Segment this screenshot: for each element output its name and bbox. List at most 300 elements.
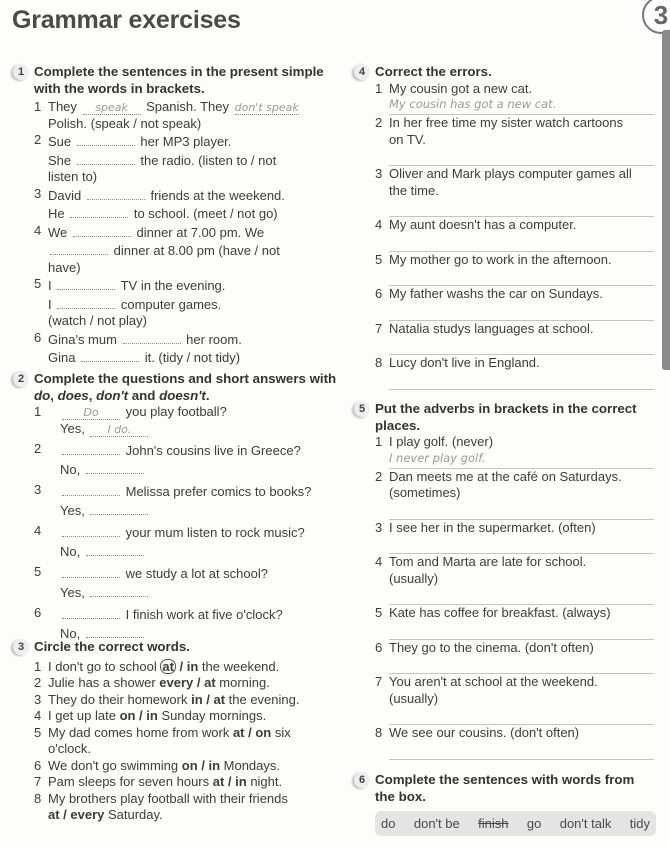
text-run: I get up late	[48, 708, 120, 723]
answer-line[interactable]	[389, 622, 654, 640]
exercise-items	[34, 99, 338, 367]
answer-blank[interactable]	[57, 295, 115, 309]
emphasis-word: don't	[96, 387, 129, 403]
item-line	[48, 330, 338, 349]
answer-blank[interactable]: I do.	[90, 423, 148, 437]
text-run: computer games.	[117, 296, 222, 312]
item-line	[48, 348, 338, 367]
exercise-item	[375, 605, 656, 640]
item-number: 5	[34, 276, 42, 291]
item-text	[48, 675, 338, 692]
item-number: 1	[34, 404, 42, 419]
item-number: 3	[34, 691, 42, 707]
exercise-item	[34, 758, 338, 775]
item-line	[389, 286, 656, 303]
item-number: 3	[34, 482, 42, 497]
item-text	[389, 520, 656, 555]
item-line	[60, 583, 338, 602]
text-run: you play football?	[122, 404, 227, 419]
text-run: Sunday mornings.	[157, 708, 267, 723]
text-run: Gina's mum	[48, 331, 121, 347]
item-line	[389, 554, 656, 571]
answer-line[interactable]	[389, 234, 654, 252]
item-text	[389, 674, 656, 725]
item-text	[48, 725, 338, 758]
exercise-5	[354, 401, 656, 760]
item-number: 8	[375, 355, 383, 370]
exercise-item	[375, 217, 656, 252]
item-line	[389, 674, 656, 691]
item-text	[389, 355, 656, 390]
text-run: Correct the errors.	[375, 64, 492, 79]
page-number-badge: 3	[642, 0, 670, 34]
exercise-item	[34, 523, 338, 560]
item-line	[60, 421, 338, 438]
item-text	[389, 115, 656, 166]
text-run: I play golf. (never)	[389, 434, 494, 449]
item-text	[389, 286, 656, 321]
text-run: My father washs the car on Sundays.	[389, 286, 603, 301]
text-run: My mother go to work in the afternoon.	[389, 251, 612, 267]
answer-line[interactable]	[389, 707, 654, 725]
exercise-header	[354, 64, 656, 81]
text-run: My aunt doesn't has a computer.	[389, 217, 577, 232]
text-run: (usually)	[389, 690, 439, 706]
exercise-item	[34, 99, 338, 132]
item-text	[389, 81, 656, 116]
text-run: In her free time my sister watch cartoons	[389, 115, 624, 130]
item-line	[60, 564, 338, 583]
exercise-item	[375, 520, 656, 555]
answer-line[interactable]	[389, 268, 654, 286]
answer-blank[interactable]: don't speak	[234, 101, 299, 114]
exercise-item	[375, 725, 656, 760]
answer-line[interactable]	[389, 502, 654, 520]
item-text	[389, 469, 656, 520]
exercise-item	[34, 404, 338, 437]
exercise-item	[375, 674, 656, 725]
item-line	[48, 692, 338, 709]
text-run: dinner at 7.00 pm. We	[132, 224, 265, 240]
item-line	[48, 741, 338, 758]
exercise-item	[34, 791, 338, 824]
circled-word: at	[162, 658, 174, 674]
exercise-item	[34, 276, 338, 330]
answer-line[interactable]	[389, 536, 654, 554]
exercise-6	[354, 772, 656, 836]
item-text	[60, 441, 338, 478]
answer-blank[interactable]	[77, 151, 135, 165]
item-number: 1	[34, 658, 42, 674]
item-line	[389, 81, 656, 98]
item-text	[389, 321, 656, 356]
text-run: Yes,	[60, 502, 89, 518]
text-run: Saturday.	[104, 807, 163, 822]
exercise-header	[354, 772, 656, 805]
text-run: her MP3 player.	[136, 134, 232, 149]
text-run: the time.	[389, 182, 439, 198]
item-line	[48, 807, 338, 824]
exercise-item	[34, 482, 338, 519]
item-text	[60, 404, 338, 437]
exercise-item	[34, 725, 338, 758]
text-run: dinner at 8.00 pm (have / not	[110, 243, 280, 258]
text-run: She	[48, 152, 75, 168]
exercise-number-badge: 5	[354, 401, 370, 417]
answer-blank[interactable]	[86, 542, 144, 556]
answer-line[interactable]	[389, 656, 654, 674]
answer-line[interactable]: My cousin has got a new cat.	[389, 97, 654, 115]
item-line	[389, 355, 656, 372]
text-run: night.	[246, 774, 283, 789]
item-number: 6	[34, 757, 42, 773]
text-run: Complete the sentences in the present simple with the words in brackets.	[34, 64, 324, 96]
text-run: Gina	[48, 350, 80, 365]
exercise-number-badge: 1	[13, 64, 29, 80]
text-run: I	[48, 296, 56, 312]
answer-blank[interactable]	[62, 441, 120, 455]
exercise-item	[375, 434, 656, 469]
item-text	[389, 252, 656, 287]
text-run: Melissa prefer comics to books?	[122, 484, 312, 499]
text-run: Oliver and Mark plays computer games all	[389, 166, 632, 181]
item-text	[389, 605, 656, 640]
answer-blank[interactable]: Do	[62, 406, 120, 420]
text-run: Sue	[48, 134, 75, 149]
text-run: They do their homework	[48, 691, 192, 707]
item-text	[48, 132, 338, 186]
emphasis-word: doesn't	[159, 387, 206, 403]
answer-blank[interactable]	[86, 460, 144, 474]
exercise-item	[34, 605, 338, 642]
item-line	[48, 675, 338, 692]
item-number: 6	[375, 639, 383, 655]
item-line	[48, 151, 338, 170]
item-line	[389, 725, 656, 742]
text-run: Tom and Marta are late for school.	[389, 554, 587, 569]
item-number: 4	[375, 554, 383, 569]
text-run: We see our cousins. (don't often)	[389, 725, 580, 740]
answer-blank[interactable]	[90, 583, 148, 597]
text-run: You aren't at school at the weekend.	[389, 674, 598, 689]
exercise-item	[375, 286, 656, 321]
text-run: Julie has a shower	[48, 675, 160, 690]
exercise-number-badge: 2	[13, 371, 29, 387]
text-run: TV in the evening.	[117, 278, 226, 293]
item-line	[389, 434, 656, 451]
item-number: 7	[34, 774, 42, 789]
item-text	[48, 659, 338, 676]
text-run: My brothers play football with their friends	[48, 790, 288, 806]
item-line	[389, 520, 656, 537]
text-run: have)	[48, 259, 81, 275]
item-text	[48, 774, 338, 791]
answer-line[interactable]	[389, 148, 654, 166]
item-number: 8	[34, 790, 42, 806]
item-line	[389, 183, 656, 200]
option-words: every / at	[159, 675, 216, 690]
text-run: friends at the weekend.	[146, 187, 285, 203]
exercise-item	[34, 774, 338, 791]
answer-blank[interactable]	[62, 523, 120, 537]
word-box-item: do	[381, 816, 396, 831]
item-text	[48, 692, 338, 709]
item-line	[389, 605, 656, 622]
text-run: David	[48, 187, 85, 203]
item-number: 3	[34, 185, 42, 201]
item-number: 7	[375, 320, 383, 336]
text-run: My cousin got a new cat.	[389, 80, 533, 96]
text-run: Spanish. They	[142, 99, 233, 114]
option-words: at / every	[48, 807, 105, 822]
exercise-item	[375, 321, 656, 356]
text-run: six	[271, 724, 291, 740]
option-words: at / in	[212, 774, 247, 789]
item-line	[48, 186, 338, 205]
exercise-2	[13, 371, 338, 646]
item-line	[48, 659, 338, 676]
text-run: Pam sleeps for seven hours	[48, 774, 213, 789]
item-line	[48, 276, 338, 295]
emphasis-word: do	[34, 387, 51, 403]
answer-line[interactable]	[389, 372, 654, 390]
word-box-item: tidy	[629, 816, 650, 831]
answer-blank[interactable]	[62, 482, 120, 496]
page-title: Grammar exercises	[12, 6, 241, 34]
item-line	[389, 252, 656, 269]
exercise-instruction	[375, 401, 656, 434]
exercise-item	[375, 469, 656, 520]
item-line	[48, 99, 338, 116]
exercise-item	[375, 640, 656, 675]
answer-blank[interactable]: speak	[83, 101, 141, 115]
item-line	[48, 295, 338, 314]
text-run: Polish. (speak / not speak)	[48, 115, 202, 131]
answer-blank[interactable]	[70, 204, 128, 218]
word-box-item: don't talk	[559, 816, 612, 831]
item-line	[48, 791, 338, 808]
text-run: Circle the correct words.	[34, 639, 190, 654]
item-number: 4	[34, 708, 42, 723]
item-number: 8	[375, 725, 383, 740]
item-number: 7	[375, 674, 383, 689]
item-number: 5	[34, 564, 42, 579]
item-text	[48, 99, 338, 132]
exercise-item	[375, 355, 656, 390]
item-number: 6	[375, 286, 383, 301]
text-run: Yes,	[60, 420, 89, 436]
item-line	[389, 217, 656, 234]
text-run: Complete the sentences with words from the box.	[375, 772, 635, 804]
text-run: and	[128, 387, 160, 403]
exercise-item	[375, 554, 656, 605]
text-run: your mum listen to rock music?	[122, 525, 305, 540]
exercise-item	[34, 441, 338, 478]
exercise-items	[375, 81, 656, 390]
item-number: 3	[375, 166, 383, 181]
item-text	[389, 640, 656, 675]
item-number: 6	[34, 329, 42, 345]
text-run: I	[48, 278, 56, 293]
emphasis-word: does	[57, 387, 89, 403]
exercise-item	[34, 675, 338, 692]
text-run: (usually)	[389, 570, 439, 586]
answer-blank[interactable]	[77, 132, 135, 146]
text-run: We	[48, 224, 71, 240]
item-text	[389, 217, 656, 252]
item-text	[48, 276, 338, 330]
item-text	[389, 725, 656, 760]
answer-blank[interactable]	[62, 564, 120, 578]
item-text	[60, 564, 338, 601]
answer-blank[interactable]	[62, 605, 120, 619]
answer-line[interactable]	[389, 337, 654, 355]
item-number: 1	[375, 434, 383, 449]
option-words: / in	[175, 658, 199, 674]
answer-line[interactable]	[389, 742, 654, 760]
item-line	[48, 116, 338, 133]
exercise-item	[375, 252, 656, 287]
item-line	[60, 441, 338, 460]
item-line	[389, 485, 656, 502]
answer-line[interactable]: I never play golf.	[389, 451, 654, 469]
text-run: No,	[60, 461, 84, 477]
item-line	[48, 758, 338, 775]
text-run: I don't go to school	[48, 658, 161, 674]
exercise-item	[375, 166, 656, 217]
answer-line[interactable]	[389, 303, 654, 321]
word-box-item: don't be	[413, 816, 460, 831]
text-run: ,	[50, 387, 58, 403]
exercise-item	[34, 223, 338, 277]
item-line	[60, 404, 338, 421]
word-box-item: go	[526, 816, 542, 831]
item-line	[389, 640, 656, 657]
item-line	[48, 241, 338, 260]
item-text	[48, 791, 338, 824]
text-run: They	[48, 99, 81, 114]
item-number: 5	[34, 724, 42, 740]
item-text	[48, 223, 338, 277]
text-run: (watch / not play)	[48, 313, 147, 328]
option-words: in / at	[191, 691, 226, 707]
exercise-items	[34, 404, 338, 642]
answer-blank[interactable]	[86, 624, 144, 638]
item-number: 5	[375, 251, 383, 267]
item-line	[48, 260, 338, 277]
answer-blank[interactable]	[123, 330, 181, 344]
answer-blank[interactable]	[87, 186, 145, 200]
text-run: morning.	[215, 675, 270, 690]
text-run: My dad comes home from work	[48, 724, 233, 740]
option-words: on / in	[119, 708, 158, 723]
item-line	[389, 115, 656, 132]
item-number: 6	[34, 605, 42, 620]
word-box-item-used: finish	[478, 816, 509, 831]
item-line	[389, 469, 656, 486]
exercise-items	[34, 659, 338, 824]
answer-blank[interactable]	[57, 276, 115, 290]
word-box	[375, 811, 656, 836]
exercise-item	[34, 132, 338, 186]
item-text	[48, 758, 338, 775]
text-run: her room.	[182, 331, 242, 347]
answer-blank[interactable]	[90, 501, 148, 515]
exercise-item	[34, 692, 338, 709]
text-run: we study a lot at school?	[122, 566, 268, 581]
text-run: Kate has coffee for breakfast. (always)	[389, 605, 611, 620]
item-line	[389, 321, 656, 338]
answer-line[interactable]	[389, 199, 654, 217]
item-line	[60, 523, 338, 542]
answer-line[interactable]	[389, 587, 654, 605]
answer-blank[interactable]	[50, 241, 108, 255]
text-run: the evening.	[225, 691, 300, 707]
item-text	[60, 523, 338, 560]
item-line	[60, 501, 338, 520]
item-number: 4	[34, 523, 42, 538]
exercise-header	[13, 64, 338, 97]
item-line	[60, 460, 338, 479]
item-line	[48, 774, 338, 791]
exercise-instruction	[375, 772, 656, 805]
answer-blank[interactable]	[81, 348, 139, 362]
text-run: Dan meets me at the café on Saturdays.	[389, 468, 622, 484]
item-text	[48, 186, 338, 223]
item-text	[389, 166, 656, 217]
text-run: No,	[60, 543, 84, 559]
text-run: it. (tidy / not tidy)	[141, 350, 241, 365]
exercise-instruction	[34, 371, 338, 404]
answer-blank[interactable]	[73, 223, 131, 237]
item-text	[389, 434, 656, 469]
item-number: 2	[34, 675, 42, 690]
text-run: He	[48, 206, 69, 221]
text-run: They go to the cinema. (don't often)	[389, 639, 594, 655]
option-words: on / in	[181, 757, 221, 773]
item-number: 2	[375, 115, 383, 130]
text-run: the radio. (listen to / not	[136, 152, 277, 168]
item-line	[60, 542, 338, 561]
text-run: ,	[88, 387, 97, 403]
item-line	[48, 725, 338, 742]
text-run: I finish work at five o'clock?	[122, 607, 283, 622]
item-line	[48, 313, 338, 330]
exercise-instruction	[34, 639, 338, 656]
option-words: at / on	[232, 724, 272, 740]
item-number: 4	[375, 217, 383, 232]
item-line	[60, 605, 338, 624]
exercise-item	[375, 81, 656, 116]
item-line	[48, 132, 338, 151]
exercise-instruction	[34, 64, 338, 97]
item-text	[48, 330, 338, 367]
text-run: No,	[60, 625, 84, 641]
exercise-item	[34, 659, 338, 676]
item-line	[48, 223, 338, 242]
text-run: o'clock.	[48, 741, 91, 756]
text-run: the weekend.	[198, 658, 280, 674]
item-text	[60, 605, 338, 642]
item-number: 4	[34, 222, 42, 238]
item-line	[48, 169, 338, 186]
exercise-items	[375, 434, 656, 760]
item-line	[48, 708, 338, 725]
item-line	[389, 571, 656, 588]
item-line	[389, 691, 656, 708]
exercise-1	[13, 64, 338, 367]
text-run: Natalia studys languages at school.	[389, 320, 594, 336]
